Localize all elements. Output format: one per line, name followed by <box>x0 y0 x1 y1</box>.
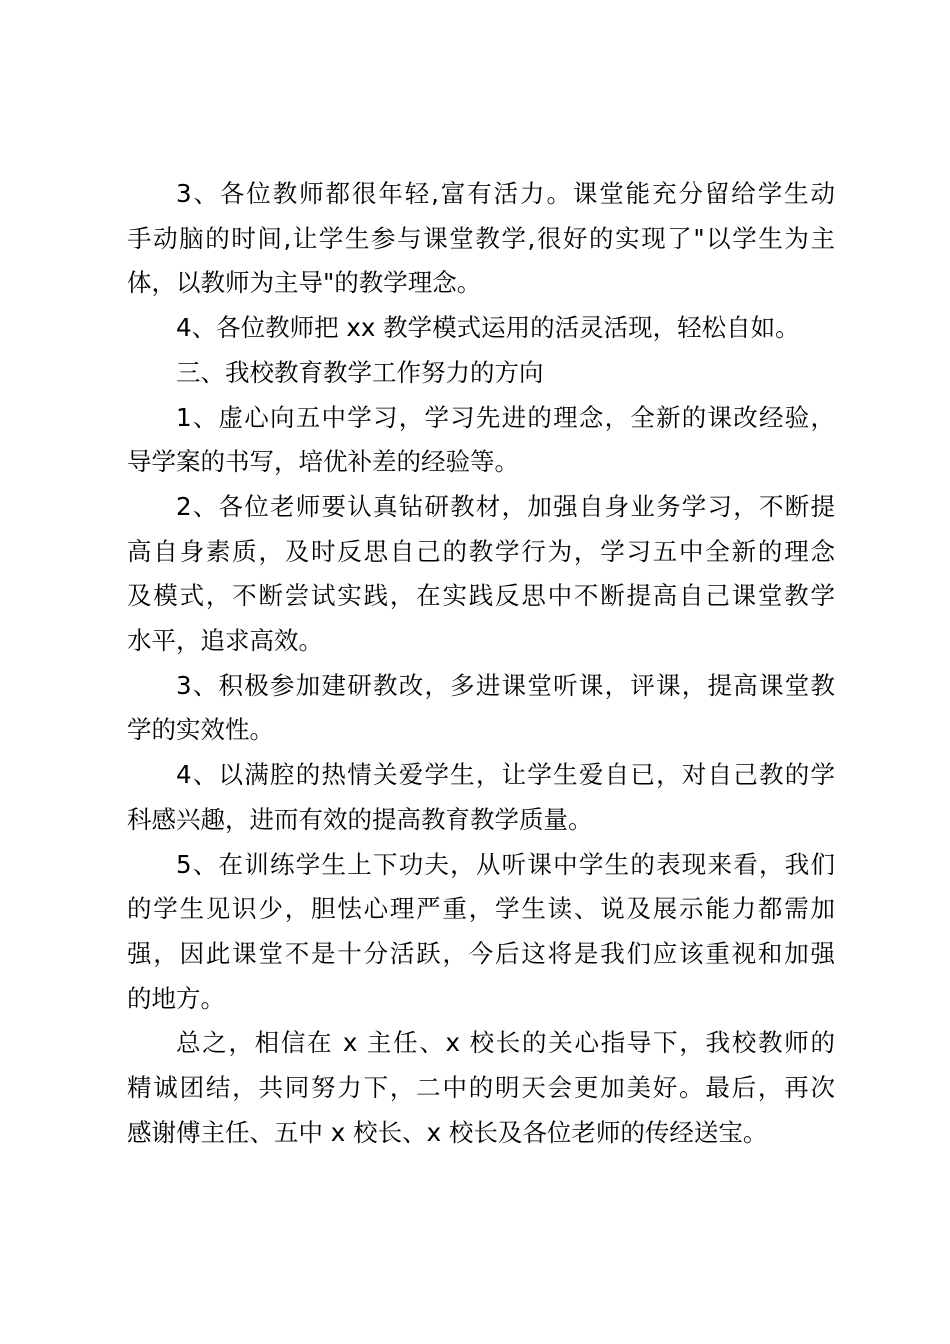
paragraph-teaching-model <box>127 306 835 351</box>
text-line: 的地方。 <box>127 983 225 1013</box>
text-line: 导学案的书写，培优补差的经验等。 <box>127 447 519 477</box>
text-line: 4、各位教师把 xx 教学模式运用的活灵活现，轻松自如。 <box>176 313 800 343</box>
text-line: 手动脑的时间,让学生参与课堂教学,很好的实现了"以学生为主 <box>127 223 835 253</box>
text-line: 水平，追求高效。 <box>127 626 323 656</box>
text-line: 3、积极参加建研教改，多进课堂听课，评课，提高课堂教 <box>176 670 835 700</box>
text-line: 体，以教师为主导"的教学理念。 <box>127 268 482 298</box>
text-line: 三、我校教育教学工作努力的方向 <box>176 357 544 387</box>
paragraph-conclusion <box>127 1021 835 1155</box>
text-line: 科感兴趣，进而有效的提高教育教学质量。 <box>127 804 593 834</box>
text-line: 强，因此课堂不是十分活跃，今后这将是我们应该重视和加强 <box>127 938 835 968</box>
text-line: 感谢傅主任、五中 x 校长、x 校长及各位老师的传经送宝。 <box>127 1117 768 1147</box>
section-heading-direction <box>127 351 835 396</box>
text-line: 2、各位老师要认真钻研教材，加强自身业务学习，不断提 <box>176 491 835 521</box>
paragraph-train-students <box>127 843 835 1022</box>
text-line: 高自身素质，及时反思自己的教学行为，学习五中全新的理念 <box>127 536 835 566</box>
paragraph-care-students <box>127 753 835 842</box>
text-line: 1、虚心向五中学习，学习先进的理念，全新的课改经验， <box>176 402 835 432</box>
text-line: 的学生见识少，胆怯心理严重，学生读、说及展示能力都需加 <box>127 894 835 924</box>
paragraph-study-materials <box>127 485 835 664</box>
text-line: 3、各位教师都很年轻,富有活力。课堂能充分留给学生动 <box>176 179 835 208</box>
text-line: 4、以满腔的热情关爱学生，让学生爱自已，对自己教的学 <box>176 760 835 790</box>
text-line: 及模式，不断尝试实践，在实践反思中不断提高自己课堂教学 <box>127 581 835 611</box>
text-line: 学的实效性。 <box>127 715 274 745</box>
paragraph-teaching-reform <box>127 664 835 753</box>
paragraph-teachers-young <box>127 172 835 306</box>
paragraph-learn-from-fifth <box>127 396 835 485</box>
text-line: 精诚团结，共同努力下，二中的明天会更加美好。最后，再次 <box>127 1073 835 1103</box>
text-line: 5、在训练学生上下功夫，从听课中学生的表现来看，我们 <box>176 849 835 879</box>
document-body <box>127 172 835 1155</box>
text-line: 总之，相信在 x 主任、x 校长的关心指导下，我校教师的 <box>176 1028 835 1058</box>
